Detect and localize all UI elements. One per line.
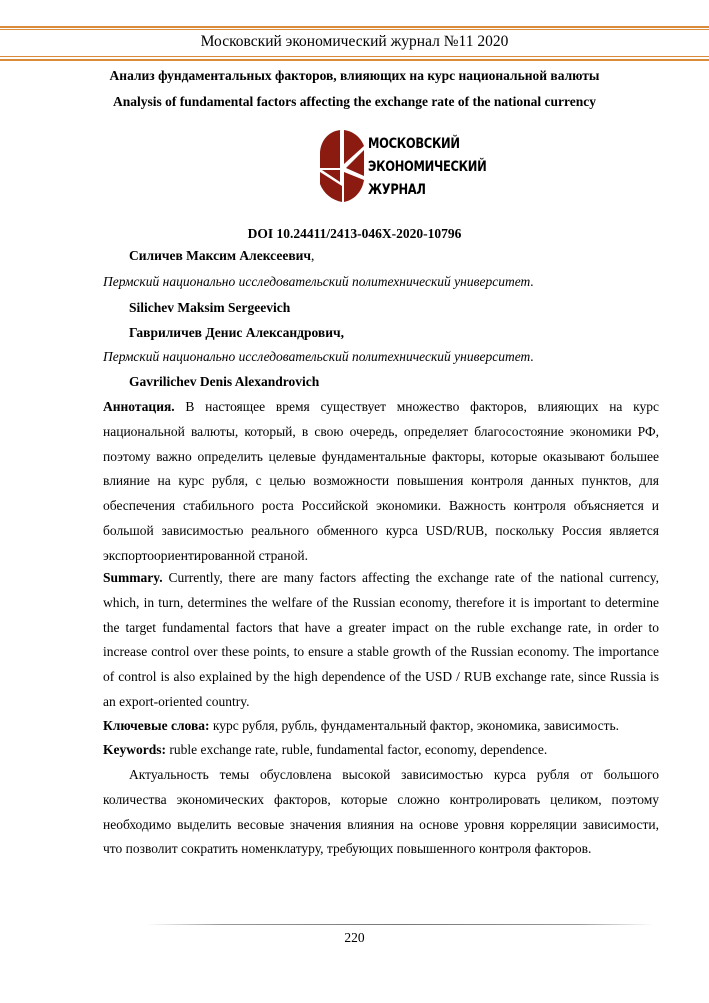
logo-text-line3: ЖУРНАЛ <box>368 180 426 198</box>
header-rule-bottom <box>0 59 709 61</box>
logo-text-line1: МОСКОВСКИЙ <box>368 134 460 152</box>
author-2-name-ru: Гавриличев Денис Александрович, <box>129 325 344 340</box>
abstract-ru-text: В настоящее время существует множество факторов, влияющих на курс национальной валюты, который, в свою очередь, определяет благосостояние экономики РФ, поэтому важно определить целевые фундаментальные факторы, которые оказывают большее влияние на курс рубля, с целью возможности повышения контроля данных пунктов, для обеспечения стабильного роста Российской экономики. Важность контроля объясняется и большой зависимостью реального обменного курса USD/RUB, поскольку Россия является экспортоориентированной страной. <box>103 399 659 563</box>
author-1-affiliation: Пермский национально исследовательский политехнический университет. <box>103 274 534 289</box>
keywords-ru: Ключевые слова: курс рубля, рубль, фундаментальный фактор, экономика, зависимость. <box>103 718 620 733</box>
header-rule-top <box>0 26 709 28</box>
body-paragraph: Актуальность темы обусловлена высокой зависимостью курса рубля от большого количества экономических факторов, которые сложно контролировать целиком, поэтому необходимо выделить весовые значения влияния на основе уровня корреляции зависимости, что позволит сократить номенклатуру, требующих повышенного контроля факторов. <box>103 767 659 857</box>
title-ru: Анализ фундаментальных факторов, влияющих на курс национальной валюты <box>109 68 600 83</box>
author-1-name-ru: Силичев Максим Алексеевич, <box>129 248 315 263</box>
doi: DOI 10.24411/2413-046Х-2020-10796 <box>247 226 462 241</box>
journal-header: Московский экономический журнал №11 2020 <box>200 33 509 50</box>
abstract-en-label: Summary. <box>103 570 163 585</box>
author-1-name-en: Silichev Maksim Sergeevich <box>129 300 291 315</box>
page-number: 220 <box>344 930 365 945</box>
abstract-en-text: Currently, there are many factors affecting the exchange rate of the national currency, which, in turn, determines the welfare of the Russian economy, therefore it is important to determine the target fundamental factors that have a greater impact on the ruble exchange rate, in order to increase control over these points, to ensure a stable growth of the Russian economy. The importance of control is also explained by the high dependence of the USD / RUB exchange rate, since Russia is an export-oriented country. <box>103 570 659 709</box>
abstract-ru <box>103 395 659 569</box>
author-2-affiliation: Пермский национально исследовательский политехнический университет. <box>103 349 534 364</box>
logo-text-line2: ЭКОНОМИЧЕСКИЙ <box>368 157 487 175</box>
footer-rule <box>146 924 654 925</box>
abstract-en <box>103 566 659 715</box>
abstract-ru-label: Аннотация. <box>103 399 175 414</box>
header-rule-top-thin <box>0 29 709 30</box>
author-2-name-en: Gavrilichev Denis Alexandrovich <box>129 374 320 389</box>
title-en: Analysis of fundamental factors affecting the exchange rate of the national currency <box>112 94 597 109</box>
keywords-en: Keywords: ruble exchange rate, ruble, fundamental factor, economy, dependence. <box>103 742 548 757</box>
logo-emblem-icon <box>316 128 368 204</box>
header-rule-bottom-thin <box>0 56 709 57</box>
